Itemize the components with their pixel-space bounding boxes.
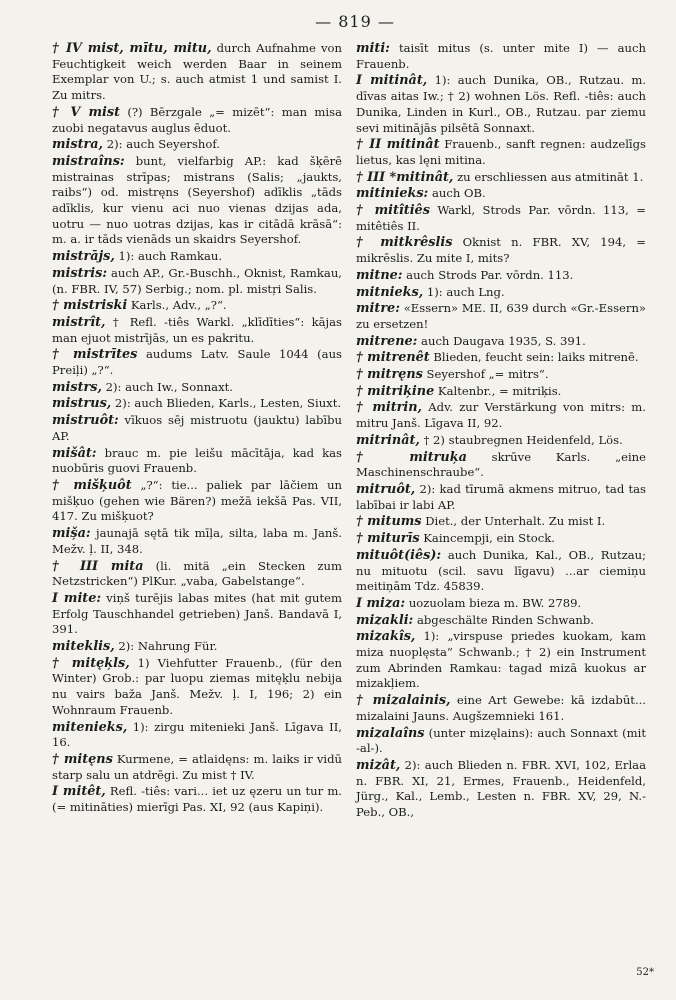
entry-definition: eine Art Gewebe: kā izdabūt... mizalaini Jauns. Augšzemnieki 161. xyxy=(356,693,646,723)
dictionary-entry xyxy=(356,531,646,547)
entry-definition: viņš turējis labas mites (hat mit gutem Erfolg Tauschhandel getrieben) Janš. Bandavā I, 391. xyxy=(52,590,342,637)
entry-headword: mizakli: xyxy=(356,612,414,628)
dictionary-entry xyxy=(52,380,342,396)
dictionary-entry xyxy=(356,334,646,350)
entry-headword: † mitums xyxy=(356,514,422,530)
entry-headword: † III mita xyxy=(52,558,144,574)
dictionary-entry xyxy=(356,482,646,513)
entry-definition: Kurmene, = atlaidęns: m. laiks ir vidū starp salu un atdrēgi. Zu mist † IV. xyxy=(52,751,342,782)
dictionary-entry xyxy=(52,41,342,104)
entry-definition: † 2) staubregnen Heidenfeld, Lös. xyxy=(419,432,623,447)
dictionary-entry xyxy=(356,203,646,234)
entry-headword: mistruôt: xyxy=(52,413,119,429)
entry-headword: miș̌a: xyxy=(52,526,91,542)
dictionary-entry xyxy=(356,384,646,400)
entry-headword: mitnieks, xyxy=(356,284,424,300)
entry-headword: I mitêt, xyxy=(52,784,106,800)
entry-headword: † mistrītes xyxy=(52,347,138,363)
dictionary-entry xyxy=(52,526,342,557)
entry-headword: mizât, xyxy=(356,757,401,773)
entry-definition: bunt, vielfarbig AP.: kad šķērē mistrainas strīpas; mistrans (Salis; „jaukts, raibs“) od. mistręns (Seyershof) adīklis „tāds adīklis, kur vienu aci nuo vienas dzijas ada, uotru — nuo uotras dzijas, kas ir citādā krāsā“: m. a. ir tāds vienāds un skaidrs Seyershof. xyxy=(52,153,342,247)
entry-definition: auch AP., Gr.-Buschh., Oknist, Ramkau, (n. FBR. IV, 57) Serbig.; nom. pl. mistŗi Salis. xyxy=(52,265,342,296)
entry-definition: skrūve Karls. „eine Maschinenschraube“. xyxy=(356,449,646,480)
dictionary-entry xyxy=(356,170,646,186)
entry-headword: mistra, xyxy=(52,137,104,153)
entry-definition: 2): auch Blieden, Karls., Lesten, Siuxt. xyxy=(111,396,342,411)
entry-definition: 2): kad tīrumā akmens mitruo, tad tas labībai ir labi AP. xyxy=(356,481,646,512)
dictionary-entry xyxy=(52,315,342,346)
dictionary-entry xyxy=(356,350,646,366)
entry-headword: † mizalainis, xyxy=(356,693,451,709)
entry-headword: † III *mitinât, xyxy=(356,169,454,185)
entry-definition: 1): zirgu mitenieki Janš. Līgava II, 16. xyxy=(52,719,342,750)
entry-definition: auch Dunika, Kal., OB., Rutzau; nu mituotu (scil. savu līgavu) ...ar ciemiņu meitiņām Tdz. 45839. xyxy=(356,547,646,594)
entry-headword: † mitriķine xyxy=(356,383,435,399)
dictionary-entry xyxy=(52,446,342,477)
dictionary-entry xyxy=(52,559,342,590)
entry-headword: mišât: xyxy=(52,445,97,461)
entry-definition: 1) Viehfutter Frauenb., (für den Winter) Grob.: par luopu ziemas mitęķlu nebija nu vairs baža Janš. Mežv. ļ. I, 196; 2) ein Wohnraum Frauenb. xyxy=(52,655,342,717)
entry-definition: abgeschälte Rinden Schwanb. xyxy=(413,612,594,627)
entry-headword: † mitkrêslis xyxy=(356,235,453,251)
entry-definition: uozuolam bieza m. BW. 2789. xyxy=(405,595,582,610)
entry-headword: † mitręns xyxy=(356,367,423,383)
entry-headword: † II mitinât xyxy=(356,137,440,153)
dictionary-entry xyxy=(52,249,342,265)
entry-headword: mizakîs, xyxy=(356,629,416,645)
entry-headword: mistrus, xyxy=(52,396,112,412)
entry-headword: mizalaîns xyxy=(356,725,425,741)
entry-definition: taisīt mitus (s. unter mite I) — auch Frauenb. xyxy=(356,41,646,71)
entry-definition: brauc m. pie leišu mācītāja, kad kas nuobūris guovi Frauenb. xyxy=(52,445,342,476)
dictionary-entry xyxy=(52,266,342,297)
dictionary-entry xyxy=(52,105,342,136)
entry-definition: vīkuos sēj mistruotu (jauktu) labību AP. xyxy=(52,413,342,443)
entry-definition: (unter mizęlains): auch Sonnaxt (mit -al-). xyxy=(356,725,646,756)
dictionary-entry xyxy=(52,656,342,719)
dictionary-entry xyxy=(52,639,342,655)
entry-definition: durch Aufnahme von Feuchtigkeit weich werden Baar in seinem Exemplar von U.; s. auch atmist 1 und samist I. Zu mitrs. xyxy=(52,41,342,103)
dictionary-entry xyxy=(356,514,646,530)
entry-definition: Blieden, feucht sein: laiks mitrenē. xyxy=(429,350,639,365)
entry-headword: mistraîns: xyxy=(52,153,125,169)
dictionary-entry xyxy=(356,758,646,821)
entry-headword: † mitruķa xyxy=(356,449,467,465)
dictionary-entry xyxy=(356,367,646,383)
columns xyxy=(52,41,658,822)
dictionary-entry xyxy=(356,400,646,431)
dictionary-entry xyxy=(52,137,342,153)
dictionary-entry xyxy=(356,596,646,612)
entry-definition: Refl. -tiês: vari... iet uz ęzeru un tur m. (= mitināties) mierīgi Pas. XI, 92 (aus Kapiņi). xyxy=(52,784,342,815)
entry-headword: mitre: xyxy=(356,301,400,317)
entry-headword: † mistriski xyxy=(52,298,128,314)
entry-definition: 2): auch Blieden n. FBR. XVI, 102, Erlaa n. FBR. XI, 21, Ermes, Frauenb., Heidenfeld, Jürg., Kal., Lemb., Lesten n. FBR. XV, 29, N.-Peb., OB., xyxy=(356,757,646,820)
entry-headword: mistrājs, xyxy=(52,249,115,265)
entry-definition: Frauenb., sanft regnen: audzelīgs lietus, kas lęni mitina. xyxy=(356,137,646,167)
dictionary-entry xyxy=(356,285,646,301)
entry-definition: «Essern» ME. II, 639 durch «Gr.-Essern» zu ersetzen! xyxy=(356,301,646,331)
entry-headword: † mišķuôt xyxy=(52,477,132,493)
entry-headword: mistris: xyxy=(52,265,108,281)
entry-definition: zu erschliessen aus atmitināt 1. xyxy=(453,169,644,184)
dictionary-entry xyxy=(356,137,646,168)
entry-headword: † V mist xyxy=(52,104,120,120)
entry-definition: 2): auch Iw., Sonnaxt. xyxy=(101,379,233,394)
dictionary-entry xyxy=(356,726,646,757)
entry-headword: mistrît, xyxy=(52,314,106,330)
entry-definition: Warkl, Strods Par. vōrdn. 113, = mitêtiês II. xyxy=(356,203,646,233)
entry-headword: † mitîtiês xyxy=(356,203,430,219)
entry-headword: † miturīs xyxy=(356,531,420,547)
entry-headword: I miza: xyxy=(356,595,406,611)
dictionary-entry xyxy=(52,396,342,412)
dictionary-entry xyxy=(52,720,342,751)
signature-mark: 52* xyxy=(636,967,654,978)
entry-headword: † IV mist, mītu, mitu, xyxy=(52,41,212,56)
entry-headword: mitruôt, xyxy=(356,481,416,497)
entry-headword: mitinieks: xyxy=(356,186,429,202)
dictionary-entry xyxy=(356,548,646,595)
dictionary-entry xyxy=(356,268,646,284)
entry-headword: mitrinât, xyxy=(356,432,420,448)
entry-definition: 2): Nahrung Für. xyxy=(114,639,218,654)
page-number: — 819 — xyxy=(315,12,395,31)
entry-definition: Adv. zur Verstärkung von mitrs: m. mitru Janš. Līgava II, 92. xyxy=(356,400,646,431)
dictionary-entry xyxy=(356,450,646,481)
entry-headword: † mitęns xyxy=(52,751,113,767)
dictionary-entry xyxy=(52,591,342,638)
entry-definition: 1): auch Ramkau. xyxy=(114,249,223,264)
dictionary-entry xyxy=(52,752,342,783)
dictionary-entry xyxy=(356,73,646,136)
entry-definition: auch OB. xyxy=(428,186,486,201)
entry-definition: Seyershof „= mitrs“. xyxy=(422,367,549,382)
dictionary-entry xyxy=(52,413,342,444)
entry-definition: jaunajā sętā tik mīļa, silta, laba m. Janš. Mežv. ļ. II, 348. xyxy=(52,526,342,556)
entry-definition: Karls., Adv., „?“. xyxy=(127,298,227,313)
entry-definition: Diet., der Unterhalt. Zu mist I. xyxy=(421,514,606,529)
entry-headword: I mitinât, xyxy=(356,73,428,89)
dictionary-entry xyxy=(52,784,342,815)
entry-definition: 1): „virspuse priedes kuokam, kam miza nuoplęsta“ Schwanb.; † 2) ein Instrument zum Abrinden Ramkau: tagad mizā kuokus ar mizakļiem. xyxy=(356,629,646,691)
entry-headword: mitrene: xyxy=(356,333,418,349)
entry-definition: Kaincempji, ein Stock. xyxy=(419,531,555,546)
entry-definition: Oknist n. FBR. XV, 194, = mikrēslis. Zu mite I, mits? xyxy=(356,235,647,266)
dictionary-entry xyxy=(52,347,342,378)
dictionary-entry xyxy=(356,301,646,332)
entry-headword: mituôt(iês): xyxy=(356,547,442,563)
left-column xyxy=(52,41,342,822)
entry-headword: miti: xyxy=(356,41,390,56)
entry-headword: mitne: xyxy=(356,267,403,283)
entry-headword: † mitrenêt xyxy=(356,350,430,366)
dictionary-entry xyxy=(356,613,646,629)
entry-definition: 1): auch Lng. xyxy=(423,284,505,299)
entry-headword: † mitęķls, xyxy=(52,655,130,671)
entry-headword: mitenieks, xyxy=(52,719,128,735)
entry-definition: auch Strods Par. vōrdn. 113. xyxy=(402,267,574,282)
dictionary-entry xyxy=(356,235,646,266)
right-column xyxy=(356,41,646,822)
entry-headword: I mite: xyxy=(52,590,102,606)
entry-headword: mistrs, xyxy=(52,379,102,395)
entry-headword: † mitrin, xyxy=(356,400,422,416)
entry-definition: † Refl. -tiês Warkl. „klīdīties“: kājas man ejuot mistrījās, un es pakritu. xyxy=(52,314,342,345)
dictionary-entry xyxy=(356,41,646,72)
dictionary-entry xyxy=(52,298,342,314)
dictionary-entry xyxy=(356,629,646,692)
entry-definition: Kaltenbr., = mitriķis. xyxy=(434,383,562,398)
dictionary-entry xyxy=(52,478,342,525)
dictionary-entry xyxy=(356,186,646,202)
entry-definition: (?) Bērzgale „= mizēt“: man misa zuobi negatavus auglus ēduot. xyxy=(52,104,342,135)
entry-definition: 2): auch Seyershof. xyxy=(103,137,220,152)
entry-definition: „?“: tie... paliek par lāčiem un mišķuo (gehen wie Bären?) mežā iekšā Pas. VII, 417. Zu mišķuot? xyxy=(52,477,342,524)
entry-definition: (li. mitä „ein Stecken zum Netzstricken“) PlKur. „vaba, Gabelstange“. xyxy=(52,558,342,589)
entry-definition: auch Daugava 1935, S. 391. xyxy=(417,333,586,348)
dictionary-entry xyxy=(356,433,646,449)
dictionary-entry xyxy=(52,154,342,248)
entry-headword: miteklis, xyxy=(52,639,115,655)
entry-definition: audums Latv. Saule 1044 (aus Preiļi) „?“. xyxy=(52,347,342,378)
dictionary-entry xyxy=(356,693,646,724)
entry-definition: 1): auch Dunika, OB., Rutzau. m. dīvas aitas Iw.; † 2) wohnen Lös. Refl. -tiês: auch Dunika, Linden in Kurl., OB., Rutzau. par ziemu sevi mitinājās pilsētā Sonnaxt. xyxy=(356,73,647,135)
